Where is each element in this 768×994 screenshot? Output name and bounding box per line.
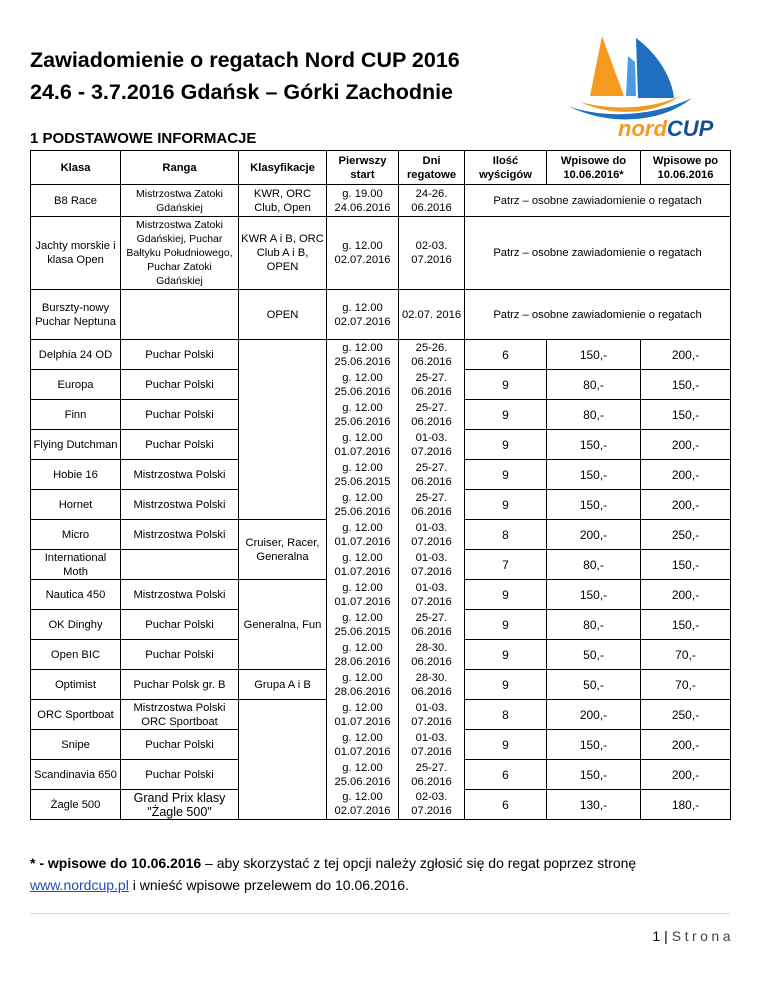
cell-start: g. 12.00 25.06.2015 <box>327 460 399 490</box>
cell-ilosc: 9 <box>465 430 547 460</box>
cell-klasyfikacje: KWR, ORC Club, Open <box>239 185 327 217</box>
cell-wpisowe-do: 130,- <box>547 790 641 820</box>
cell-ilosc: 6 <box>465 790 547 820</box>
cell-wpisowe-po: 70,- <box>641 640 731 670</box>
cell-wpisowe-do: 200,- <box>547 700 641 730</box>
nordcup-logo <box>540 32 720 144</box>
page-number: 1 <box>652 928 661 944</box>
table-row <box>31 760 731 790</box>
cell-ranga: Mistrzostwa Polski <box>121 520 239 550</box>
cell-wpisowe-do: 80,- <box>547 610 641 640</box>
cell-start: g. 12.00 28.06.2016 <box>327 670 399 700</box>
cell-klasa: Delphia 24 OD <box>31 340 121 370</box>
cell-start: g. 12.00 01.07.2016 <box>327 700 399 730</box>
title-line-1: Zawiadomienie o regatach Nord CUP 2016 <box>30 48 460 72</box>
cell-klasa: OK Dinghy <box>31 610 121 640</box>
header-wpisowe-po: Wpisowe po 10.06.2016 <box>641 151 731 185</box>
cell-wpisowe-po: 70,- <box>641 670 731 700</box>
table-row <box>31 400 731 430</box>
logo-orange-sail <box>590 36 624 96</box>
cell-ranga: Puchar Polski <box>121 760 239 790</box>
logo-blue-sail <box>636 38 674 98</box>
cell-wpisowe-po: 180,- <box>641 790 731 820</box>
cell-klasa: Scandinavia 650 <box>31 760 121 790</box>
cell-start: g. 12.00 02.07.2016 <box>327 790 399 820</box>
cell-wpisowe-do: 150,- <box>547 760 641 790</box>
table-row <box>31 640 731 670</box>
cell-klasa: Jachty morskie i klasa Open <box>31 217 121 290</box>
header-pierwszy-start: Pierwszy start <box>327 151 399 185</box>
table-row <box>31 370 731 400</box>
cell-klasa: Żagle 500 <box>31 790 121 820</box>
cell-dni: 01-03. 07.2016 <box>399 580 465 610</box>
cell-wpisowe-do: 200,- <box>547 520 641 550</box>
cell-see-notice: Patrz – osobne zawiadomienie o regatach <box>465 290 731 340</box>
cell-ilosc: 9 <box>465 370 547 400</box>
table-row <box>31 610 731 640</box>
cell-dni: 01-03. 07.2016 <box>399 520 465 550</box>
header-klasyfikacje: Klasyfikacje <box>239 151 327 185</box>
cell-klasa: Snipe <box>31 730 121 760</box>
cell-ilosc: 6 <box>465 760 547 790</box>
cell-start: g. 12.00 01.07.2016 <box>327 550 399 580</box>
table-row <box>31 580 731 610</box>
cell-klasa: International Moth <box>31 550 121 580</box>
cell-dni: 25-27. 06.2016 <box>399 460 465 490</box>
cell-ranga: Mistrzostwa Polski <box>121 490 239 520</box>
cell-klasyfikacje-group-3: Grupa A i B <box>239 670 327 700</box>
cell-ranga: Puchar Polski <box>121 340 239 370</box>
table-row <box>31 460 731 490</box>
page-label: Strona <box>671 928 734 944</box>
cell-start: g. 12.00 25.06.2016 <box>327 340 399 370</box>
cell-dni: 02-03. 07.2016 <box>399 217 465 290</box>
table-header-row <box>31 151 731 185</box>
cell-start: g. 12.00 01.07.2016 <box>327 520 399 550</box>
cell-ranga: Puchar Polski <box>121 640 239 670</box>
cell-wpisowe-do: 150,- <box>547 460 641 490</box>
table-row <box>31 340 731 370</box>
cell-start: g. 12.00 02.07.2016 <box>327 290 399 340</box>
cell-ranga: Grand Prix klasy "Żagle 500" <box>121 790 239 820</box>
section-heading: 1 PODSTAWOWE INFORMACJE <box>30 130 257 147</box>
cell-wpisowe-po: 150,- <box>641 610 731 640</box>
cell-ranga: Puchar Polski <box>121 610 239 640</box>
cell-dni: 25-26. 06.2016 <box>399 340 465 370</box>
cell-klasa: Open BIC <box>31 640 121 670</box>
header-dni-regatowe: Dni regatowe <box>399 151 465 185</box>
cell-ilosc: 9 <box>465 580 547 610</box>
table-row <box>31 430 731 460</box>
cell-dni: 25-27. 06.2016 <box>399 490 465 520</box>
cell-ilosc: 9 <box>465 460 547 490</box>
cell-klasyfikacje-empty <box>239 700 327 820</box>
cell-wpisowe-po: 200,- <box>641 340 731 370</box>
cell-klasa: Flying Dutchman <box>31 430 121 460</box>
cell-start: g. 12.00 01.07.2016 <box>327 580 399 610</box>
cell-wpisowe-po: 200,- <box>641 580 731 610</box>
header-ranga: Ranga <box>121 151 239 185</box>
cell-start: g. 12.00 25.06.2016 <box>327 490 399 520</box>
logo-text: nordCUP <box>618 116 714 141</box>
table-row <box>31 290 731 340</box>
cell-ranga: Mistrzostwa Polski <box>121 460 239 490</box>
cell-wpisowe-po: 250,- <box>641 520 731 550</box>
cell-ilosc: 8 <box>465 520 547 550</box>
cell-ilosc: 9 <box>465 610 547 640</box>
cell-dni: 02.07. 2016 <box>399 290 465 340</box>
cell-wpisowe-po: 200,- <box>641 460 731 490</box>
cell-ranga: Mistrzostwa Zatoki Gdańskiej, Puchar Bałtyku Południowego, Puchar Zatoki Gdańskiej <box>121 217 239 290</box>
regatta-table <box>30 150 731 820</box>
cell-dni: 24-26. 06.2016 <box>399 185 465 217</box>
cell-klasyfikacje: KWR A i B, ORC Club A i B, OPEN <box>239 217 327 290</box>
cell-wpisowe-po: 150,- <box>641 550 731 580</box>
cell-ranga: Puchar Polsk gr. B <box>121 670 239 700</box>
page-footer <box>652 928 734 944</box>
cell-start: g. 12.00 02.07.2016 <box>327 217 399 290</box>
table-row <box>31 550 731 580</box>
cell-klasa: Micro <box>31 520 121 550</box>
cell-start: g. 12.00 25.06.2016 <box>327 370 399 400</box>
note-bold: * - wpisowe do 10.06.2016 <box>30 855 202 871</box>
cell-start: g. 12.00 01.07.2016 <box>327 730 399 760</box>
cell-dni: 25-27. 06.2016 <box>399 370 465 400</box>
cell-wpisowe-do: 150,- <box>547 730 641 760</box>
cell-wpisowe-do: 150,- <box>547 580 641 610</box>
cell-start: g. 12.00 28.06.2016 <box>327 640 399 670</box>
cell-klasyfikacje-group-1: Cruiser, Racer, Generalna <box>239 520 327 580</box>
cell-klasa: Europa <box>31 370 121 400</box>
cell-wpisowe-po: 200,- <box>641 730 731 760</box>
nordcup-link[interactable]: www.nordcup.pl <box>30 877 129 893</box>
cell-wpisowe-do: 150,- <box>547 430 641 460</box>
title-line-2: 24.6 - 3.7.2016 Gdańsk – Górki Zachodnie <box>30 80 454 104</box>
note-text-1: – aby skorzystać z tej opcji należy zgłosić się do regat poprzez stronę <box>201 855 637 871</box>
header-wpisowe-do: Wpisowe do 10.06.2016* <box>547 151 641 185</box>
cell-klasa: Burszty-nowy Puchar Neptuna <box>31 290 121 340</box>
cell-dni: 25-27. 06.2016 <box>399 400 465 430</box>
cell-dni: 01-03. 07.2016 <box>399 430 465 460</box>
cell-ilosc: 8 <box>465 700 547 730</box>
header-ilosc-wyscigow: Ilość wyścigów <box>465 151 547 185</box>
table-row <box>31 730 731 760</box>
cell-dni: 01-03. 07.2016 <box>399 700 465 730</box>
cell-klasa: Nautica 450 <box>31 580 121 610</box>
cell-klasa: Finn <box>31 400 121 430</box>
cell-wpisowe-po: 250,- <box>641 700 731 730</box>
cell-start: g. 12.00 25.06.2016 <box>327 400 399 430</box>
cell-ranga: Puchar Polski <box>121 730 239 760</box>
cell-klasyfikacje-empty <box>239 340 327 520</box>
table-row <box>31 520 731 550</box>
cell-wpisowe-do: 150,- <box>547 490 641 520</box>
cell-ilosc: 9 <box>465 400 547 430</box>
cell-wpisowe-po: 200,- <box>641 430 731 460</box>
cell-ilosc: 6 <box>465 340 547 370</box>
cell-ilosc: 9 <box>465 670 547 700</box>
cell-dni: 28-30. 06.2016 <box>399 640 465 670</box>
cell-klasyfikacje: OPEN <box>239 290 327 340</box>
cell-start: g. 19.00 24.06.2016 <box>327 185 399 217</box>
cell-start: g. 12.00 25.06.2015 <box>327 610 399 640</box>
cell-ranga: Puchar Polski <box>121 400 239 430</box>
cell-ilosc: 7 <box>465 550 547 580</box>
cell-ranga: Mistrzostwa Polski ORC Sportboat <box>121 700 239 730</box>
footer-divider <box>30 913 730 914</box>
cell-start: g. 12.00 01.07.2016 <box>327 430 399 460</box>
table-row <box>31 790 731 820</box>
cell-ilosc: 9 <box>465 640 547 670</box>
table-row <box>31 700 731 730</box>
page-separator: | <box>664 928 668 944</box>
cell-klasa: ORC Sportboat <box>31 700 121 730</box>
cell-see-notice: Patrz – osobne zawiadomienie o regatach <box>465 185 731 217</box>
cell-ranga <box>121 290 239 340</box>
cell-wpisowe-do: 50,- <box>547 670 641 700</box>
note-text-2: i wnieść wpisowe przelewem do 10.06.2016. <box>128 877 409 893</box>
header-klasa: Klasa <box>31 151 121 185</box>
cell-dni: 01-03. 07.2016 <box>399 730 465 760</box>
cell-ranga: Mistrzostwa Polski <box>121 580 239 610</box>
cell-dni: 25-27. 06.2016 <box>399 610 465 640</box>
document-title <box>30 44 550 108</box>
cell-wpisowe-po: 200,- <box>641 760 731 790</box>
cell-klasa: Hobie 16 <box>31 460 121 490</box>
cell-ilosc: 9 <box>465 730 547 760</box>
cell-wpisowe-po: 150,- <box>641 400 731 430</box>
cell-ranga <box>121 550 239 580</box>
cell-ranga: Mistrzostwa Zatoki Gdańskiej <box>121 185 239 217</box>
cell-klasyfikacje-group-2: Generalna, Fun <box>239 580 327 670</box>
cell-ilosc: 9 <box>465 490 547 520</box>
cell-dni: 25-27. 06.2016 <box>399 760 465 790</box>
cell-wpisowe-do: 50,- <box>547 640 641 670</box>
table-row <box>31 670 731 700</box>
table-row <box>31 185 731 217</box>
cell-dni: 28-30. 06.2016 <box>399 670 465 700</box>
cell-ranga: Puchar Polski <box>121 430 239 460</box>
cell-dni: 01-03. 07.2016 <box>399 550 465 580</box>
cell-wpisowe-po: 150,- <box>641 370 731 400</box>
cell-wpisowe-do: 150,- <box>547 340 641 370</box>
cell-wpisowe-do: 80,- <box>547 400 641 430</box>
cell-dni: 02-03. 07.2016 <box>399 790 465 820</box>
cell-wpisowe-po: 200,- <box>641 490 731 520</box>
cell-klasa: B8 Race <box>31 185 121 217</box>
cell-see-notice: Patrz – osobne zawiadomienie o regatach <box>465 217 731 290</box>
cell-wpisowe-do: 80,- <box>547 550 641 580</box>
cell-ranga: Puchar Polski <box>121 370 239 400</box>
table-row <box>31 490 731 520</box>
cell-klasa: Optimist <box>31 670 121 700</box>
logo-light-sail <box>626 56 636 96</box>
cell-wpisowe-do: 80,- <box>547 370 641 400</box>
table-row <box>31 217 731 290</box>
entry-fee-note <box>30 852 730 896</box>
cell-klasa: Hornet <box>31 490 121 520</box>
cell-start: g. 12.00 25.06.2016 <box>327 760 399 790</box>
